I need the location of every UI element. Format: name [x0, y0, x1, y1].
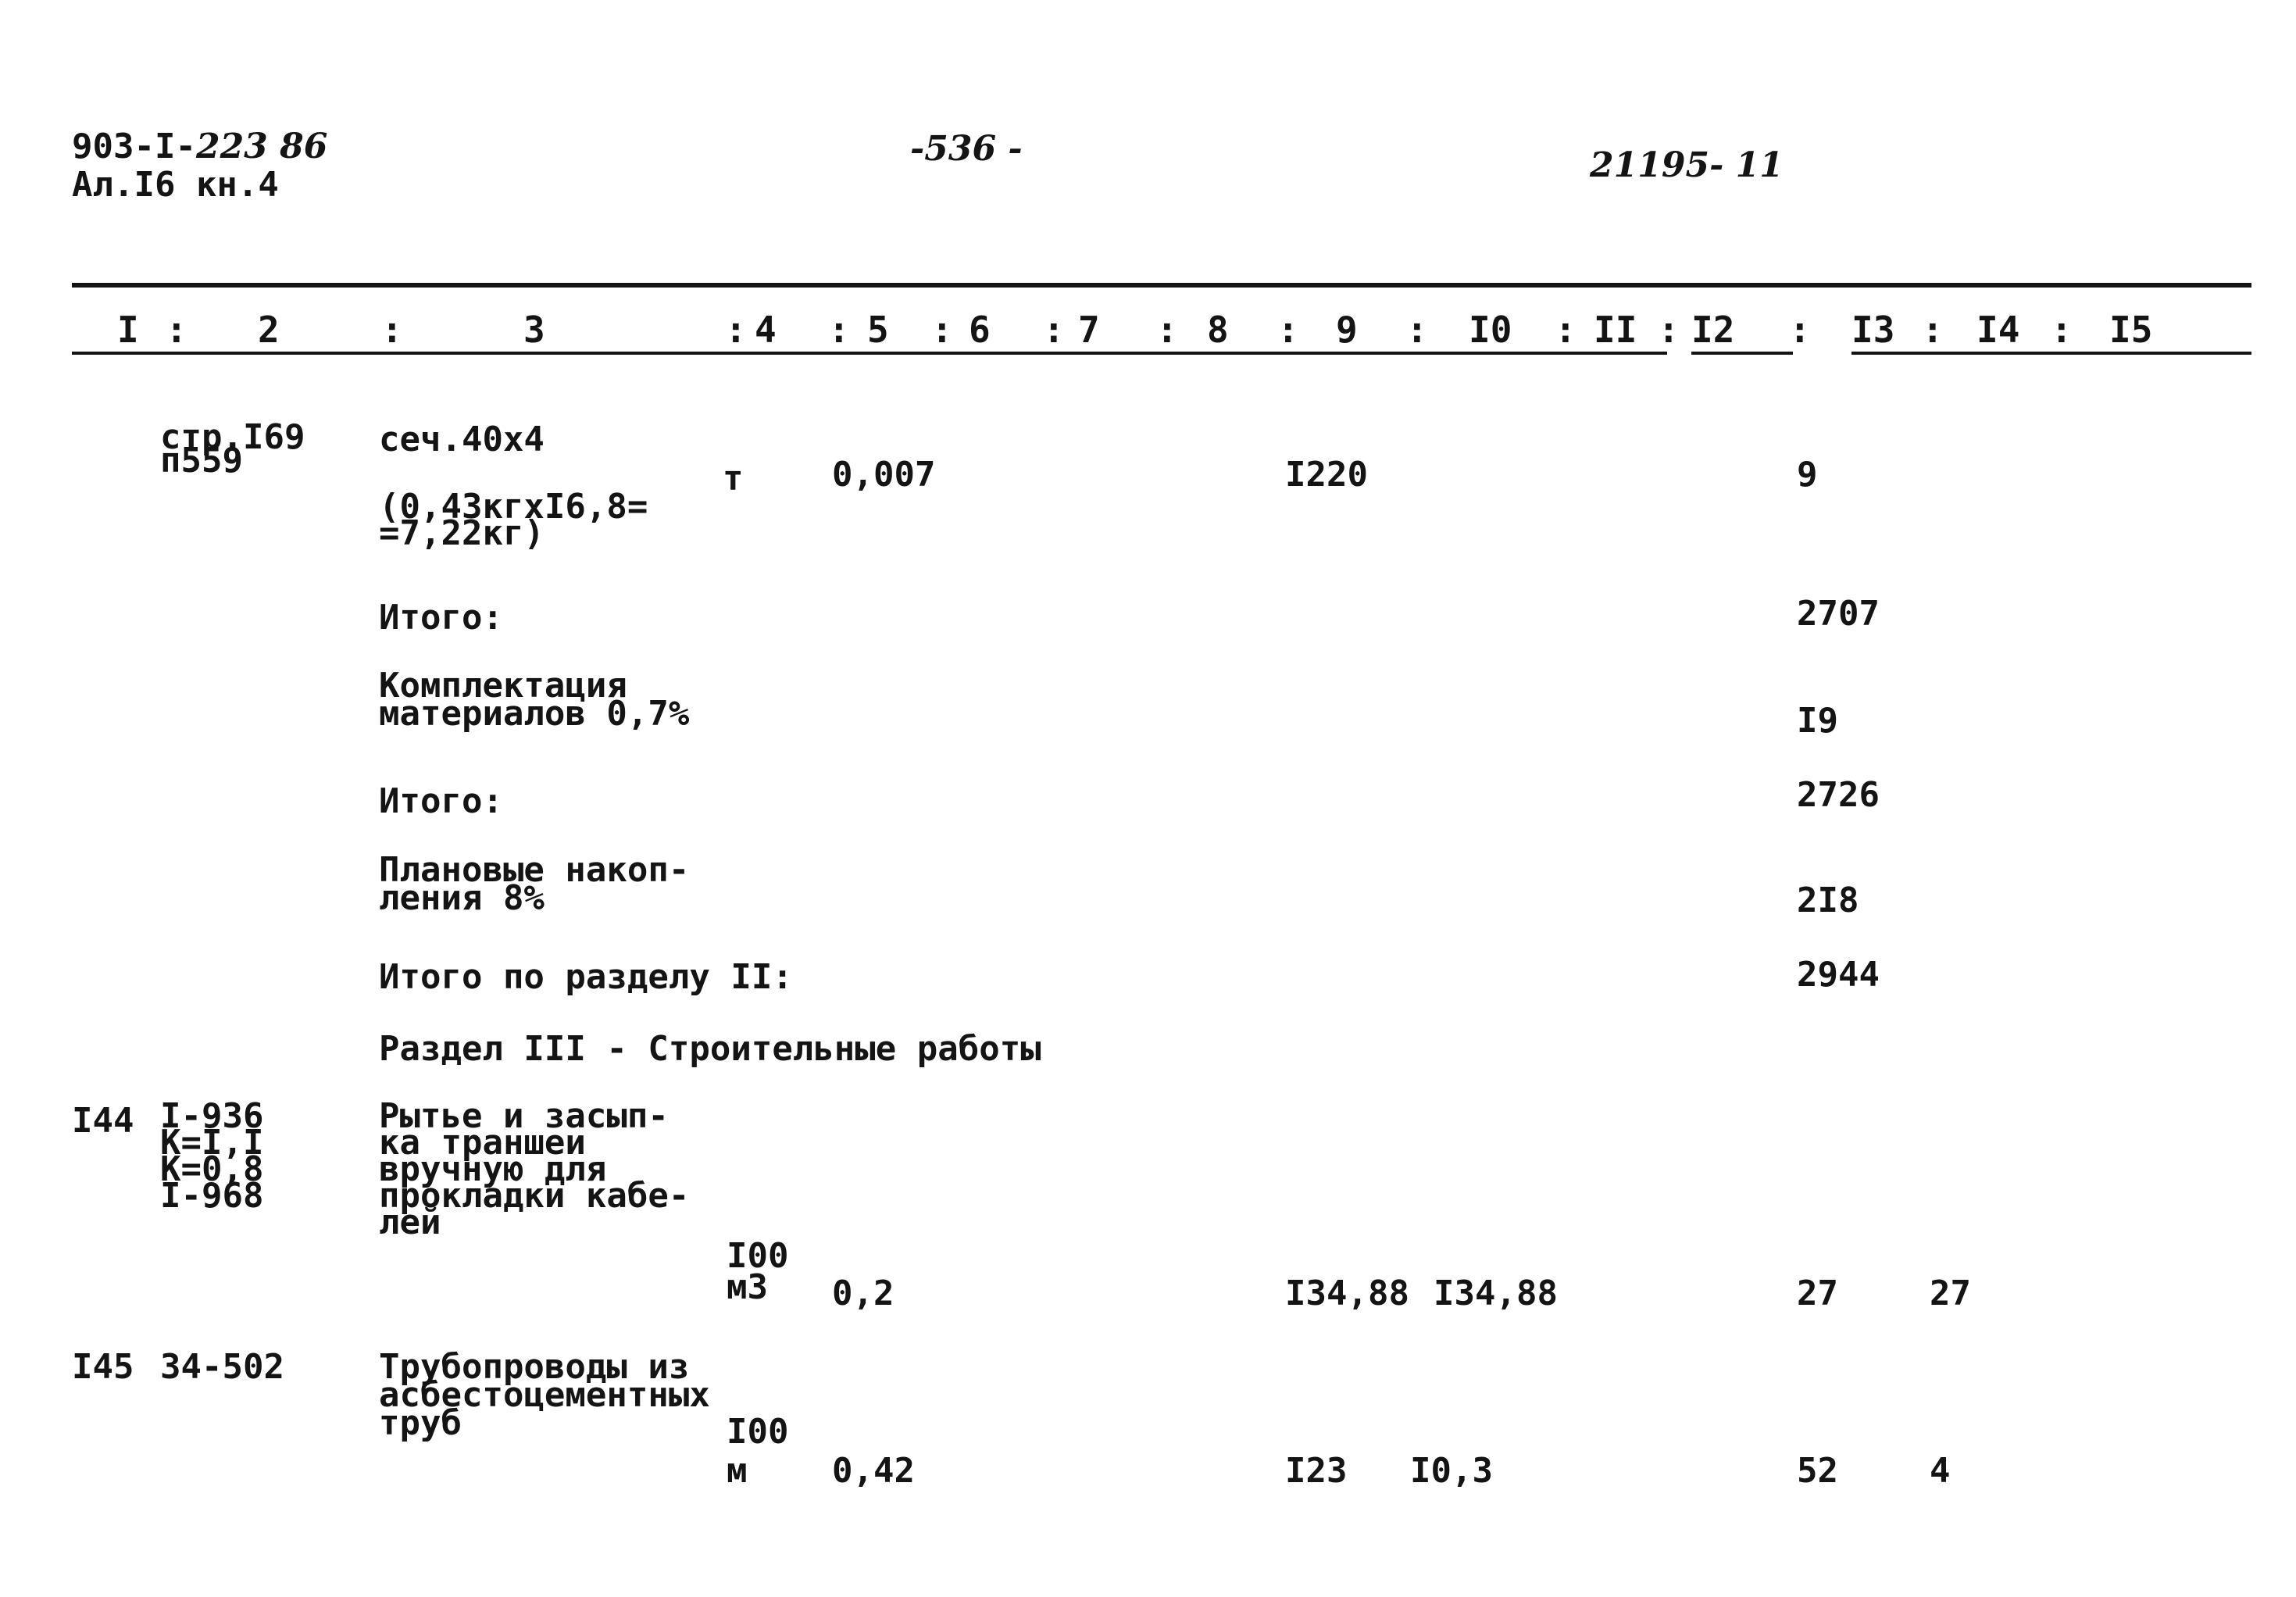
col-sep: : [1406, 309, 1428, 351]
row-desc: Плановые накоп- ления 8% [379, 850, 690, 918]
page-number: -536 - [910, 129, 1023, 169]
row-price: I23 [1285, 1451, 1348, 1491]
section-total-value: 2944 [1797, 955, 1880, 995]
col-11: II [1594, 309, 1637, 351]
col-sep: : [381, 309, 403, 351]
col-sep: : [1043, 309, 1065, 351]
header-underline-left [72, 352, 1667, 355]
row-total: 2I8 [1797, 881, 1859, 920]
row-qty: 0,007 [832, 455, 936, 495]
row-number: I44 [72, 1101, 134, 1141]
col-13: I3 [1851, 309, 1895, 351]
col-sep: : [1277, 309, 1299, 351]
col-sep: : [828, 309, 850, 351]
col-8: 8 [1207, 309, 1229, 351]
subtotal-label: Итого: [379, 781, 503, 821]
section-total-label: Итого по разделу II: [379, 957, 793, 997]
row-price-wages: I34,88 [1434, 1274, 1558, 1313]
subtotal-value: 2726 [1797, 775, 1880, 815]
album-label: Ал.I6 кн.4 [72, 165, 279, 205]
col-10: I0 [1469, 309, 1512, 351]
doc-code [72, 129, 327, 165]
col-sep: : [1658, 309, 1680, 351]
row-desc: Комплектация материалов 0,7% [379, 666, 690, 734]
top-rule [72, 283, 2251, 288]
row-desc-formula: (0,43кгхI6,8= =7,22кг) [379, 487, 648, 553]
row-desc: сеч.40х4 [379, 420, 545, 459]
subtotal-value: 2707 [1797, 594, 1880, 634]
col-12: I2 [1691, 309, 1735, 351]
row-price-wages: I0,3 [1410, 1451, 1493, 1491]
col-9: 9 [1336, 309, 1358, 351]
row-total: 9 [1797, 455, 1818, 495]
col-2: 2 [258, 309, 280, 351]
row-number: I45 [72, 1347, 134, 1387]
row-unit: I00 м [727, 1412, 789, 1491]
col-5: 5 [867, 309, 889, 351]
row-ref: стр.I69 п559 [160, 417, 305, 481]
col-3: 3 [523, 309, 545, 351]
col-sep: : [2051, 309, 2073, 351]
row-price: I34,88 [1285, 1274, 1409, 1313]
col-sep: : [166, 309, 187, 351]
col-sep: : [1555, 309, 1576, 351]
row-ref: 34-502 [160, 1347, 284, 1387]
col-sep: : [1156, 309, 1178, 351]
row-qty: 0,42 [832, 1451, 915, 1491]
doc-code-prefix: 903-I- [72, 127, 196, 166]
col-1: I [117, 309, 139, 351]
col-sep: : [725, 309, 747, 351]
row-unit: т [723, 459, 744, 498]
row-ref: I-936 К=I,I К=0,8 I-968 [160, 1096, 264, 1216]
header-underline-12 [1691, 352, 1793, 355]
row-total-wages: 27 [1930, 1274, 1971, 1313]
subtotal-label: Итого: [379, 598, 503, 638]
row-unit: I00 м3 [727, 1236, 789, 1307]
archive-number: 21195- 11 [1590, 145, 1784, 185]
col-sep: : [1922, 309, 1944, 351]
row-total: 27 [1797, 1274, 1838, 1313]
row-desc: Трубопроводы из асбестоцементных труб [379, 1347, 710, 1443]
col-4: 4 [755, 309, 777, 351]
col-sep: : [1789, 309, 1811, 351]
col-15: I5 [2109, 309, 2153, 351]
col-6: 6 [969, 309, 991, 351]
doc-code-handwritten: 223 86 [195, 127, 328, 166]
col-7: 7 [1078, 309, 1100, 351]
header-underline-right [1851, 352, 2251, 355]
row-total-wages: 4 [1930, 1451, 1951, 1491]
row-price: I220 [1285, 455, 1368, 495]
row-desc: Рытье и засып- ка траншеи вручную для прокладки кабе- лей [379, 1096, 690, 1242]
row-total: 52 [1797, 1451, 1838, 1491]
row-qty: 0,2 [832, 1274, 894, 1313]
row-total: I9 [1797, 701, 1838, 741]
col-14: I4 [1976, 309, 2020, 351]
col-sep: : [931, 309, 953, 351]
section-heading: Раздел III - Строительные работы [379, 1029, 1041, 1069]
